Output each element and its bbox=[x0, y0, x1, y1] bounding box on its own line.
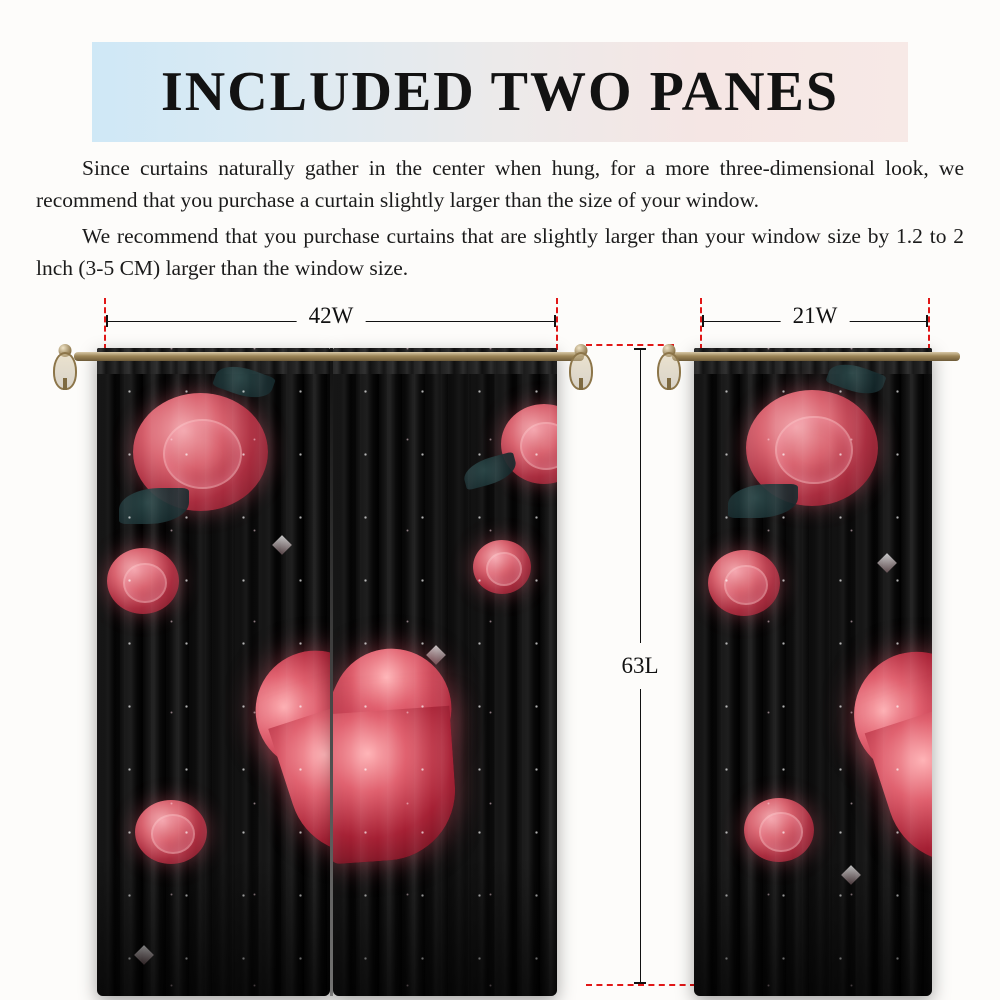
small-heart-motif bbox=[777, 596, 800, 617]
finial-stem bbox=[63, 378, 67, 390]
guide-line-left-inner bbox=[556, 298, 558, 350]
rose-motif bbox=[473, 540, 531, 594]
leaf-motif bbox=[119, 488, 189, 524]
description-paragraph-1: Since curtains naturally gather in the center when hung, for a more three-dimensional look, we recommend that you purchase a curtain slightly larger than the size of your window. bbox=[36, 156, 964, 212]
leaf-motif bbox=[728, 484, 798, 518]
small-heart-motif bbox=[248, 599, 264, 613]
bottom-shadow bbox=[333, 856, 557, 996]
rose-motif bbox=[708, 550, 780, 616]
guide-line-right-inner bbox=[928, 298, 930, 350]
dimension-width-42 bbox=[106, 303, 556, 336]
dimension-length-63 bbox=[621, 348, 659, 984]
curtain-panel-left-b bbox=[333, 348, 557, 996]
dimension-cap-right bbox=[926, 315, 928, 327]
product-illustration bbox=[0, 292, 1000, 1000]
dimension-length-63-label: 63L bbox=[619, 643, 660, 689]
rose-motif bbox=[135, 800, 207, 864]
dimension-width-42-label: 42W bbox=[297, 303, 366, 329]
small-heart-motif bbox=[515, 744, 542, 768]
leaf-motif bbox=[461, 451, 520, 490]
dimension-cap-bottom bbox=[634, 982, 646, 984]
finial-stem bbox=[579, 378, 583, 390]
rod-finial-right bbox=[656, 344, 682, 390]
dimension-cap-right bbox=[554, 315, 556, 327]
small-heart-motif bbox=[732, 678, 750, 694]
dimension-cap-top bbox=[634, 348, 646, 350]
curtain-panel-left-a bbox=[97, 348, 330, 996]
heart-motif-half bbox=[333, 633, 514, 892]
rod-finial-left-right-end bbox=[568, 344, 594, 390]
guide-line-gap-bottom bbox=[586, 984, 696, 986]
page-title: INCLUDED TWO PANES bbox=[160, 61, 840, 123]
bottom-shadow bbox=[694, 856, 932, 996]
bottom-shadow bbox=[97, 856, 330, 996]
dimension-cap-left bbox=[106, 315, 108, 327]
small-heart-motif bbox=[363, 516, 385, 535]
rose-motif bbox=[744, 798, 814, 862]
curtain-rod-right bbox=[672, 352, 960, 361]
finial-stem bbox=[667, 378, 671, 390]
description-paragraph-2: We recommend that you purchase curtains that are slightly larger than your window size by 1.2 to 2 lnch (3-5 CM) larger than the window size. bbox=[36, 224, 964, 280]
small-heart-motif bbox=[872, 514, 894, 533]
dimension-width-21-label: 21W bbox=[781, 303, 850, 329]
dimension-width-21 bbox=[702, 303, 928, 336]
small-heart-motif bbox=[428, 543, 448, 561]
gem-motif bbox=[877, 553, 897, 573]
small-heart-motif bbox=[149, 622, 180, 649]
description-block bbox=[36, 152, 964, 288]
gem-motif bbox=[272, 535, 292, 555]
small-heart-motif bbox=[527, 496, 554, 520]
dimension-cap-left bbox=[702, 315, 704, 327]
small-heart-motif bbox=[798, 744, 825, 768]
small-heart-motif bbox=[176, 577, 196, 595]
rod-finial-left bbox=[52, 344, 78, 390]
curtain-panel-right bbox=[694, 348, 932, 996]
heart-tail bbox=[333, 706, 460, 865]
curtain-rod-left bbox=[74, 352, 584, 361]
rose-motif bbox=[107, 548, 179, 614]
title-banner bbox=[92, 42, 908, 142]
heart-motif-half bbox=[226, 634, 330, 892]
